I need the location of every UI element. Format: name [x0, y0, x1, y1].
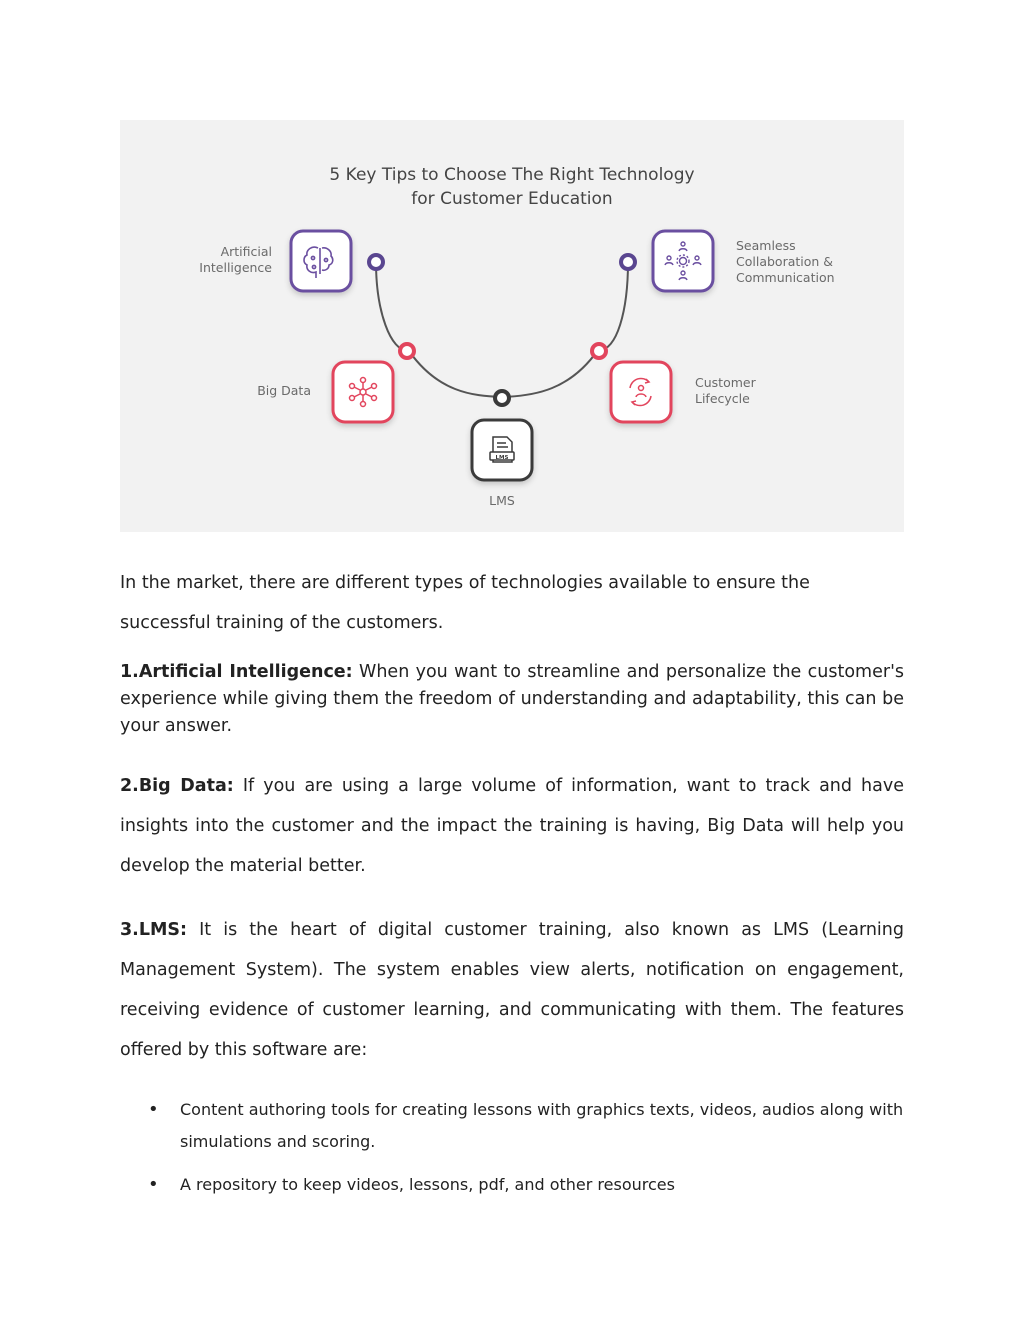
- arc-dot-lms: [495, 391, 509, 405]
- node-big-data: [257, 362, 393, 422]
- list-item: • A repository to keep videos, lessons, pdf, and other resources: [120, 1169, 904, 1201]
- label-collab-line3: Communication: [736, 270, 835, 285]
- label-big-data: Big Data: [257, 383, 311, 398]
- node-collaboration: [653, 231, 835, 291]
- infographic-title-line1: 5 Key Tips to Choose The Right Technology: [329, 165, 695, 185]
- section-heading: 2.Big Data:: [120, 776, 234, 796]
- node-customer-lifecycle: [611, 362, 757, 422]
- section-big-data: [120, 766, 904, 886]
- section-lms: [120, 910, 904, 1070]
- label-ai-line2: Intelligence: [199, 260, 272, 275]
- node-artificial-intelligence: [199, 231, 351, 291]
- lms-features-list: [120, 1094, 904, 1201]
- label-ai-line1: Artificial: [220, 244, 272, 259]
- label-collab-line1: Seamless: [736, 238, 796, 253]
- label-collab-line2: Collaboration &: [736, 254, 834, 269]
- arc-dot-collaboration: [621, 255, 635, 269]
- section-body: It is the heart of digital customer training, also known as LMS (Learning Management System). The system enables view alerts, notification on engagement, receiving evidence of customer learning, and communicating with them. The features offered by this software are:: [120, 920, 904, 1060]
- connector-arc: [376, 262, 628, 397]
- list-item: • Content authoring tools for creating lessons with graphics texts, videos, audios along with simulations and scoring.: [120, 1094, 904, 1158]
- label-lms: LMS: [489, 493, 515, 508]
- section-heading: 1.Artificial Intelligence:: [120, 662, 353, 682]
- infographic: [120, 120, 904, 532]
- arc-dot-big-data: [400, 344, 414, 358]
- arc-dot-lifecycle: [592, 344, 606, 358]
- section-heading: 3.LMS:: [120, 920, 187, 940]
- label-lifecycle-line2: Lifecycle: [695, 391, 750, 406]
- infographic-title-line2: for Customer Education: [411, 189, 613, 209]
- lms-icon-text: LMS: [495, 455, 509, 461]
- infographic-canvas: [120, 120, 904, 532]
- section-body: When you want to streamline and personalize the customer's experience while giving them the freedom of understanding and adaptability, this can be your answer.: [120, 662, 904, 736]
- section-artificial-intelligence: [120, 659, 904, 740]
- intro-paragraph: In the market, there are different types of technologies available to ensure the successful training of the customers.: [120, 573, 810, 633]
- arc-dot-ai: [369, 255, 383, 269]
- node-lms: [472, 420, 532, 508]
- section-body: If you are using a large volume of information, want to track and have insights into the customer and the impact the training is having, Big Data will help you develop the material better.: [120, 776, 904, 876]
- label-lifecycle-line1: Customer: [695, 375, 756, 390]
